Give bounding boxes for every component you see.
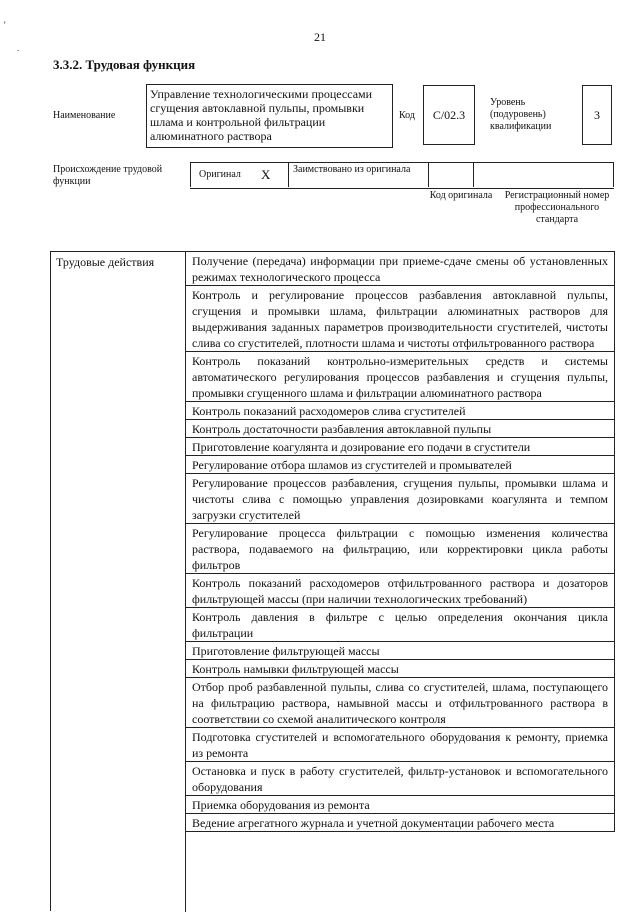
table-row: Приготовление коагулянта и дозирование его подачи в сгустители bbox=[186, 438, 614, 456]
origin-row bbox=[190, 162, 614, 189]
section-heading: 3.3.2. Трудовая функция bbox=[53, 57, 196, 72]
code-label: Код bbox=[399, 110, 415, 121]
table-row: Контроль показаний расходомеров слива сгустителей bbox=[186, 402, 614, 420]
table-row: Получение (передача) информации при приеме-сдаче смены об установленных режимах технологического процесса bbox=[186, 252, 614, 286]
labor-actions-label: Трудовые действия bbox=[56, 255, 155, 269]
table-row: Контроль и регулирование процессов разбавления автоклавной пульпы, сгущения и промывки шлама, фильтрации алюминатных растворов для выдерживания заданных параметров производительности сгустителей, чистоты слива со сгустителей, плотности шлама и чистоты отфильтрованного раствора bbox=[186, 286, 614, 352]
name-label: Наименование bbox=[53, 110, 116, 121]
original-mark: X bbox=[261, 167, 271, 182]
table-row: Остановка и пуск в работу сгустителей, фильтр-установок и вспомогательного оборудования bbox=[186, 762, 614, 796]
table-row: Контроль достаточности разбавления автоклавной пульпы bbox=[186, 420, 614, 438]
function-code-value bbox=[423, 85, 475, 145]
reg-number-label: Регистрационный номер профессионального стандарта bbox=[504, 190, 610, 225]
labor-actions-table bbox=[50, 251, 615, 911]
page-number: 21 bbox=[314, 30, 326, 44]
original-label: Оригинал bbox=[199, 169, 241, 180]
table-row: Приемка оборудования из ремонта bbox=[186, 796, 614, 814]
original-cell bbox=[190, 163, 288, 187]
margin-mark: ' bbox=[4, 20, 6, 30]
table-row: Контроль давления в фильтре с целью определения окончания цикла фильтрации bbox=[186, 608, 614, 642]
code-value-text: C/02.3 bbox=[432, 107, 466, 122]
level-label: Уровень (подуровень) квалификации bbox=[490, 97, 552, 132]
table-row: Отбор проб разбавленной пульпы, слива со сгустителей, шлама, поступающего на фильтрацию раствора, намывной массы и отфильтрованного раствора в соответствии со схемой аналитического контроля bbox=[186, 678, 614, 728]
table-row: Ведение агрегатного журнала и учетной документации рабочего места bbox=[186, 814, 614, 832]
labor-actions-list bbox=[186, 252, 615, 832]
margin-mark: . bbox=[17, 44, 19, 53]
function-name-value: Управление технологическими процессами сгущения автоклавной пульпы, промывки шлама и контрольной фильтрации алюминатного раствора bbox=[146, 84, 393, 148]
table-row: Контроль намывки фильтрующей массы bbox=[186, 660, 614, 678]
reg-number-cell bbox=[473, 163, 614, 187]
table-row: Регулирование процессов разбавления, сгущения пульпы, промывки шлама и чистоты слива с помощью управления дозировками коагулянта и темпом загрузки сгустителей bbox=[186, 474, 614, 524]
table-row: Подготовка сгустителей и вспомогательного оборудования к ремонту, приемка из ремонта bbox=[186, 728, 614, 762]
origin-code-cell bbox=[428, 163, 473, 187]
qualification-level-value bbox=[582, 85, 612, 145]
table-row: Регулирование процесса фильтрации с помощью изменения количества раствора, подаваемого на фильтрацию, или корректировки цикла работы фильтров bbox=[186, 524, 614, 574]
borrowed-cell bbox=[288, 163, 428, 187]
level-value-text: 3 bbox=[594, 107, 600, 122]
borrowed-label: Заимствовано из оригинала bbox=[293, 164, 411, 175]
table-row: Контроль показаний расходомеров отфильтрованного раствора и дозаторов фильтрующей массы (при наличии технологических требований) bbox=[186, 574, 614, 608]
origin-code-label: Код оригинала bbox=[429, 190, 493, 201]
origin-label: Происхождение трудовой функции bbox=[53, 164, 163, 187]
table-row: Регулирование отбора шламов из сгустителей и промывателей bbox=[186, 456, 614, 474]
table-row: Контроль показаний контрольно-измерительных средств и системы автоматического регулирования процессов разбавления и сгущения пульпы, промывки сгущенного шлама и фильтрации алюминатного раствора bbox=[186, 352, 614, 402]
table-row: Приготовление фильтрующей массы bbox=[186, 642, 614, 660]
